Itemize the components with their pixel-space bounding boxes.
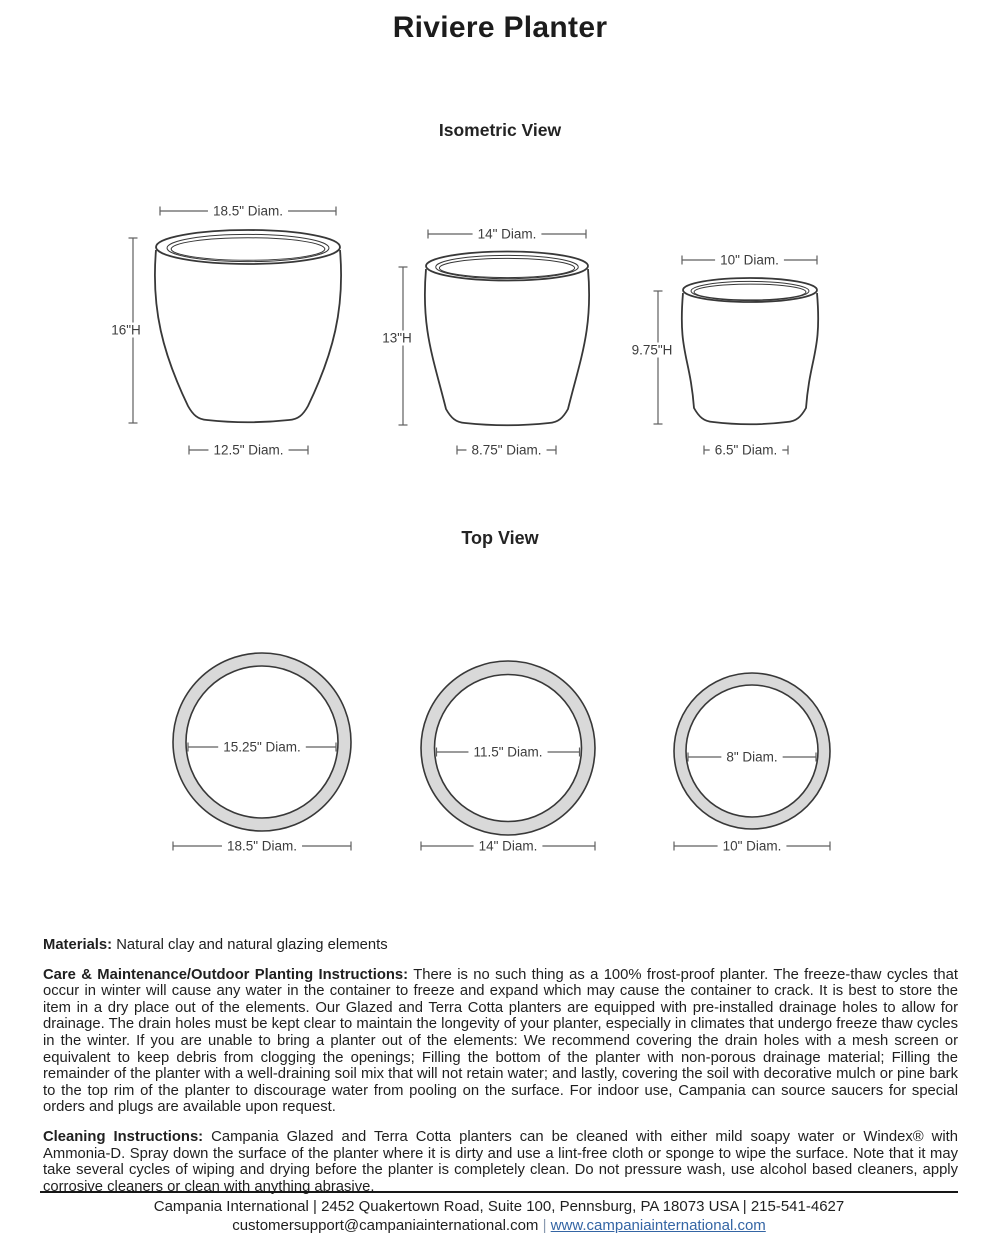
footer-separator: |	[542, 1216, 547, 1234]
isometric-view-heading: Isometric View	[438, 120, 562, 140]
top-view-ring-small	[674, 673, 830, 854]
cleaning-paragraph	[43, 1129, 958, 1195]
isometric-view-drawing	[0, 150, 1000, 470]
planter-drawing-small	[627, 253, 819, 458]
top-view-ring-medium	[421, 661, 595, 854]
footer-contact-line	[40, 1217, 958, 1236]
cleaning-text: Campania Glazed and Terra Cotta planters can be cleaned with either mild soapy water or Windex® with Ammonia-D. Spray down the surface of the planter where it is dirty and use a lint-free cloth or sponge to wipe the surface. Note that it may take several cycles of wiping and drying before the planter is completely clean. Do not pressure wash, use alcohol based cleaners, apply corrosive cleaners or clean with anything abrasive.	[43, 1128, 959, 1195]
svg-text:18.5" Diam.: 18.5" Diam.	[226, 838, 298, 854]
svg-text:16"H: 16"H	[111, 322, 141, 338]
planter-body-outline	[155, 250, 341, 422]
top-view-heading: Top View	[461, 528, 539, 548]
svg-text:14" Diam.: 14" Diam.	[478, 838, 538, 854]
planter-drawing-medium	[377, 227, 589, 458]
planter-body-outline	[425, 269, 589, 425]
svg-text:18.5" Diam.: 18.5" Diam.	[212, 203, 284, 219]
svg-text:14" Diam.: 14" Diam.	[477, 226, 537, 242]
planter-drawing-large	[106, 204, 341, 458]
care-text: There is no such thing as a 100% frost-proof planter. The freeze-thaw cycles that occur in winter will cause any water in the container to freeze and expand which may cause the container to crack. It is best to store the item in a dry place out of the elements. Our Glazed and Terra Cotta planters are equipped with pre-installed drainage holes to allow for drainage. The drain holes must be kept clear to maintain the longevity of your planter, especially in climates that undergo freeze thaw cycles in the winter. If you are unable to bring a planter out of the elements: We recommend covering the drain holes with a mesh screen or equivalent to keep debris from clogging the openings; Filling the bottom of the planter with non-porous drainage material; Filling the remainder of the planter with a well-draining soil mix that will not retain water; and lastly, covering the soil with decorative mulch or pine bark to the top rim of the planter to discourage water from pooling on the surface. For indoor use, Campania can source saucers for special orders and plugs are available upon request.	[43, 966, 958, 1116]
svg-text:9.75"H: 9.75"H	[631, 342, 673, 358]
care-label: Care & Maintenance/Outdoor Planting Instructions:	[43, 966, 409, 983]
footer-website-link[interactable]: www.campaniainternational.com	[550, 1216, 766, 1234]
footer-address-line: Campania International | 2452 Quakertown Road, Suite 100, Pennsburg, PA 18073 USA | 215-541-4627	[153, 1198, 845, 1215]
instructions-text-block	[43, 937, 958, 1208]
footer-email: customersupport@campaniainternational.com	[232, 1216, 539, 1234]
svg-text:15.25" Diam.: 15.25" Diam.	[223, 739, 301, 755]
cleaning-label: Cleaning Instructions:	[43, 1128, 204, 1145]
svg-text:13"H: 13"H	[382, 330, 412, 346]
svg-text:10" Diam.: 10" Diam.	[720, 252, 779, 268]
svg-text:8" Diam.: 8" Diam.	[726, 749, 778, 765]
svg-text:12.5" Diam.: 12.5" Diam.	[213, 442, 284, 458]
materials-text: Natural clay and natural glazing elements	[116, 937, 388, 953]
svg-text:11.5" Diam.: 11.5" Diam.	[473, 744, 543, 760]
planter-rim-outer	[156, 230, 340, 264]
materials-label: Materials:	[43, 937, 113, 953]
top-view-drawing	[0, 560, 1000, 890]
svg-text:8.75" Diam.: 8.75" Diam.	[471, 442, 542, 458]
page-title: Riviere Planter	[392, 11, 608, 44]
materials-paragraph	[43, 937, 958, 954]
svg-text:10" Diam.: 10" Diam.	[722, 838, 782, 854]
footer-divider	[40, 1191, 958, 1193]
footer	[40, 1191, 958, 1235]
planter-body-outline	[682, 293, 818, 424]
svg-text:6.5" Diam.: 6.5" Diam.	[714, 442, 778, 458]
top-view-ring-large	[173, 653, 351, 854]
care-paragraph	[43, 967, 958, 1116]
